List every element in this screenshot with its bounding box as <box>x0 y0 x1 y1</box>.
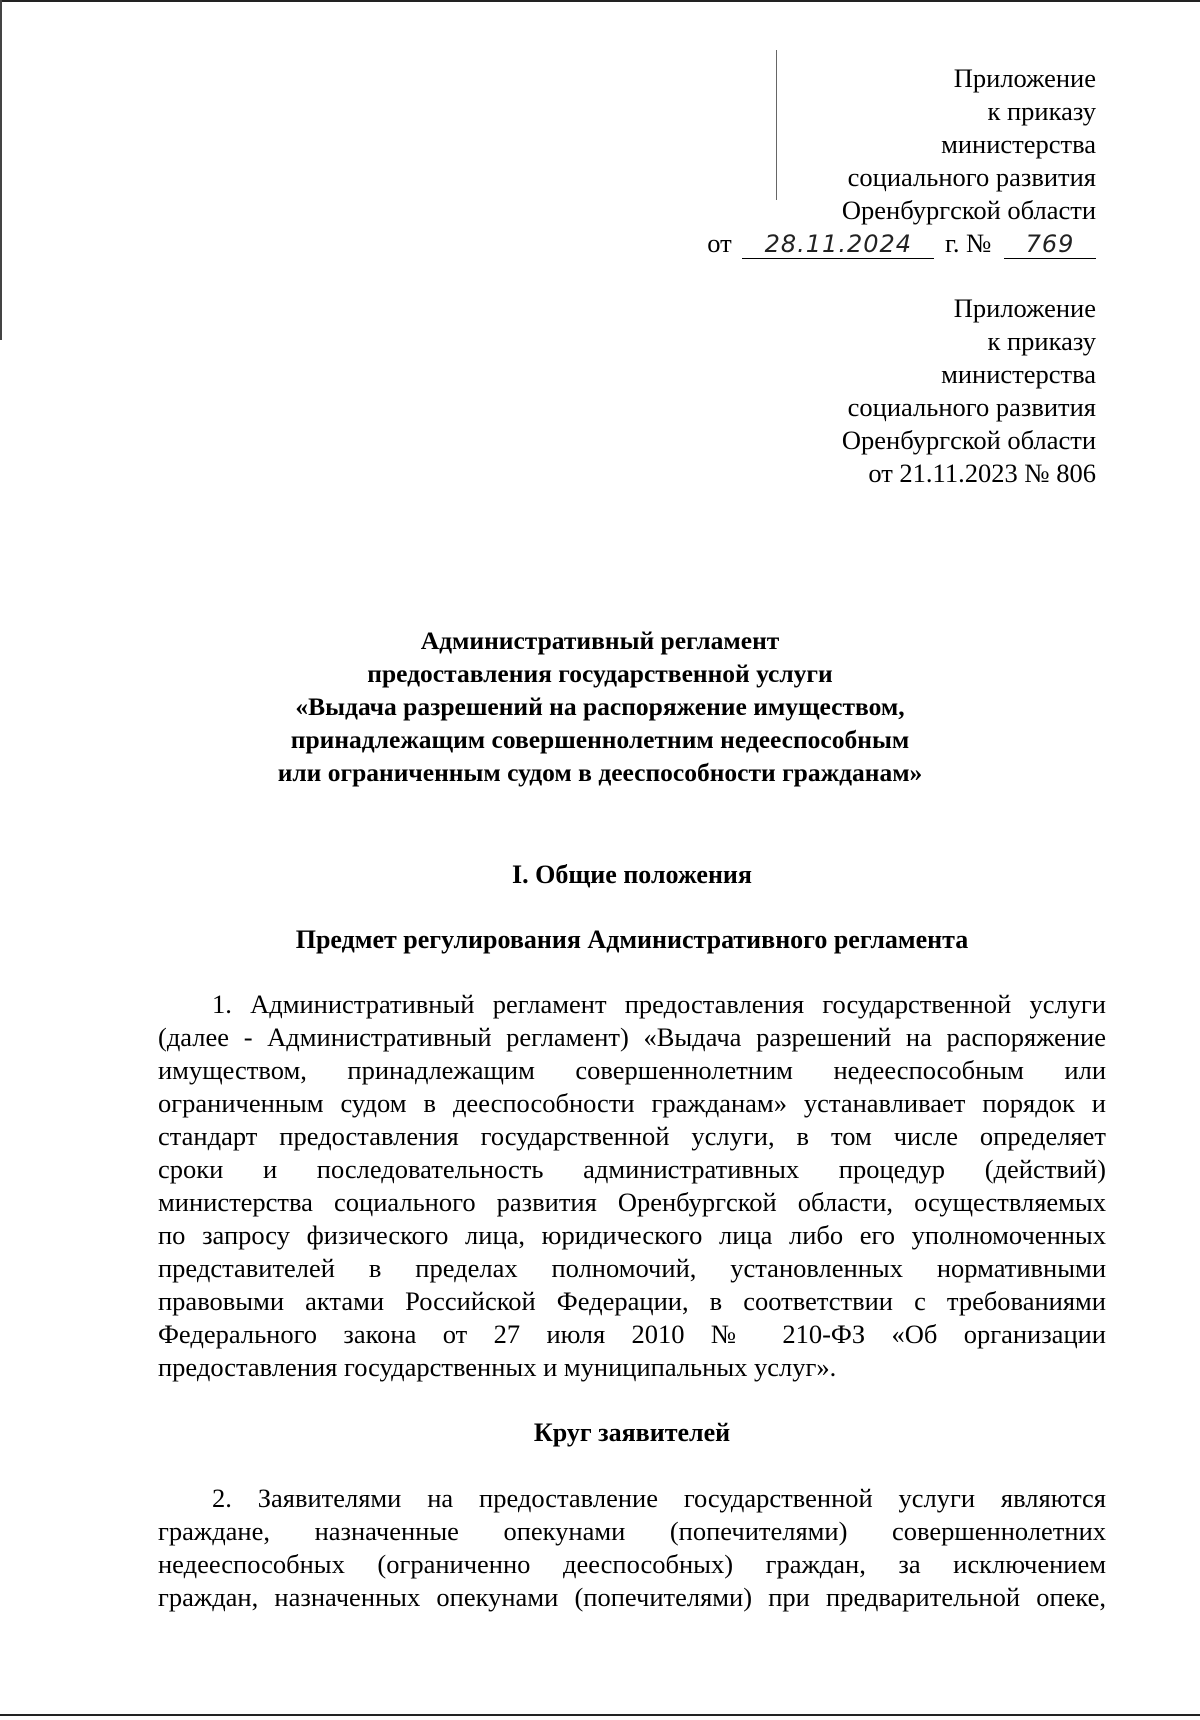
text-line: 2. Заявителями на предоставление государственной услуги являются <box>212 1483 1106 1513</box>
title-line: предоставления государственной услуги <box>367 659 833 688</box>
text-line: граждан, назначенных опекунами (попечителями) при предварительной опеке, <box>158 1582 1106 1612</box>
paragraph-2 <box>158 1482 1106 1614</box>
text-line: Федерального закона от 27 июля 2010 № 210-ФЗ «Об организации <box>158 1319 1106 1349</box>
paragraph-1 <box>158 988 1106 1384</box>
title-line: принадлежащим совершеннолетним недееспособным <box>290 725 910 754</box>
annex-line: Оренбургской области <box>841 195 1096 225</box>
annex-line: Приложение <box>953 63 1096 93</box>
scan-edge-bottom <box>0 1714 1200 1716</box>
from-label: от <box>707 228 732 258</box>
text-line: представителей в пределах полномочий, установленных нормативными <box>158 1253 1106 1283</box>
annex-date-row <box>707 227 1096 260</box>
subsection-heading: Предмет регулирования Административного регламента <box>295 925 969 954</box>
annex-line: от 21.11.2023 № 806 <box>868 458 1096 488</box>
title-line: «Выдача разрешений на распоряжение имуществом, <box>295 692 905 721</box>
annex-line: к приказу <box>987 326 1096 356</box>
text-line: (далее - Административный регламент) «Выдача разрешений на распоряжение <box>158 1022 1106 1052</box>
annex-line: министерства <box>941 129 1096 159</box>
text-line: министерства социального развития Оренбургской области, осуществляемых <box>158 1187 1106 1217</box>
handwritten-date: 28.11.2024 <box>742 230 934 259</box>
text-line: 1. Административный регламент предоставления государственной услуги <box>212 989 1106 1019</box>
scan-edge-top <box>0 0 1200 2</box>
year-number-label: г. № <box>944 228 992 258</box>
text-line: правовыми актами Российской Федерации, в соответствии с требованиями <box>158 1286 1106 1316</box>
subsection-heading: Круг заявителей <box>533 1418 731 1447</box>
text-line: недееспособных (ограниченно дееспособных) граждан, за исключением <box>158 1549 1106 1579</box>
annex-line: социального развития <box>847 162 1096 192</box>
annex-line: Приложение <box>953 293 1096 323</box>
title-line: Административный регламент <box>420 626 780 655</box>
section-heading: I. Общие положения <box>512 860 752 889</box>
text-line: по запросу физического лица, юридического лица либо его уполномоченных <box>158 1220 1106 1250</box>
annex-line: министерства <box>941 359 1096 389</box>
title-line: или ограниченным судом в дееспособности гражданам» <box>277 758 923 787</box>
handwritten-number: 769 <box>1004 230 1096 259</box>
annex-header-old <box>842 292 1096 490</box>
text-line: стандарт предоставления государственной услуги, в том числе определяет <box>158 1121 1106 1151</box>
text-line: граждане, назначенные опекунами (попечителями) совершеннолетних <box>158 1516 1106 1546</box>
text-line: ограниченным судом в дееспособности гражданам» устанавливает порядок и <box>158 1088 1106 1118</box>
annex-line: социального развития <box>847 392 1096 422</box>
text-line: предоставления государственных и муниципальных услуг». <box>158 1352 837 1382</box>
annex-line: Оренбургской области <box>841 425 1096 455</box>
text-line: сроки и последовательность административных процедур (действий) <box>158 1154 1106 1184</box>
text-line: имуществом, принадлежащим совершеннолетним недееспособным или <box>158 1055 1106 1085</box>
document-title <box>0 624 1200 789</box>
annex-header-new <box>707 62 1096 260</box>
annex-line: к приказу <box>987 96 1096 126</box>
scan-edge-left <box>0 0 2 340</box>
